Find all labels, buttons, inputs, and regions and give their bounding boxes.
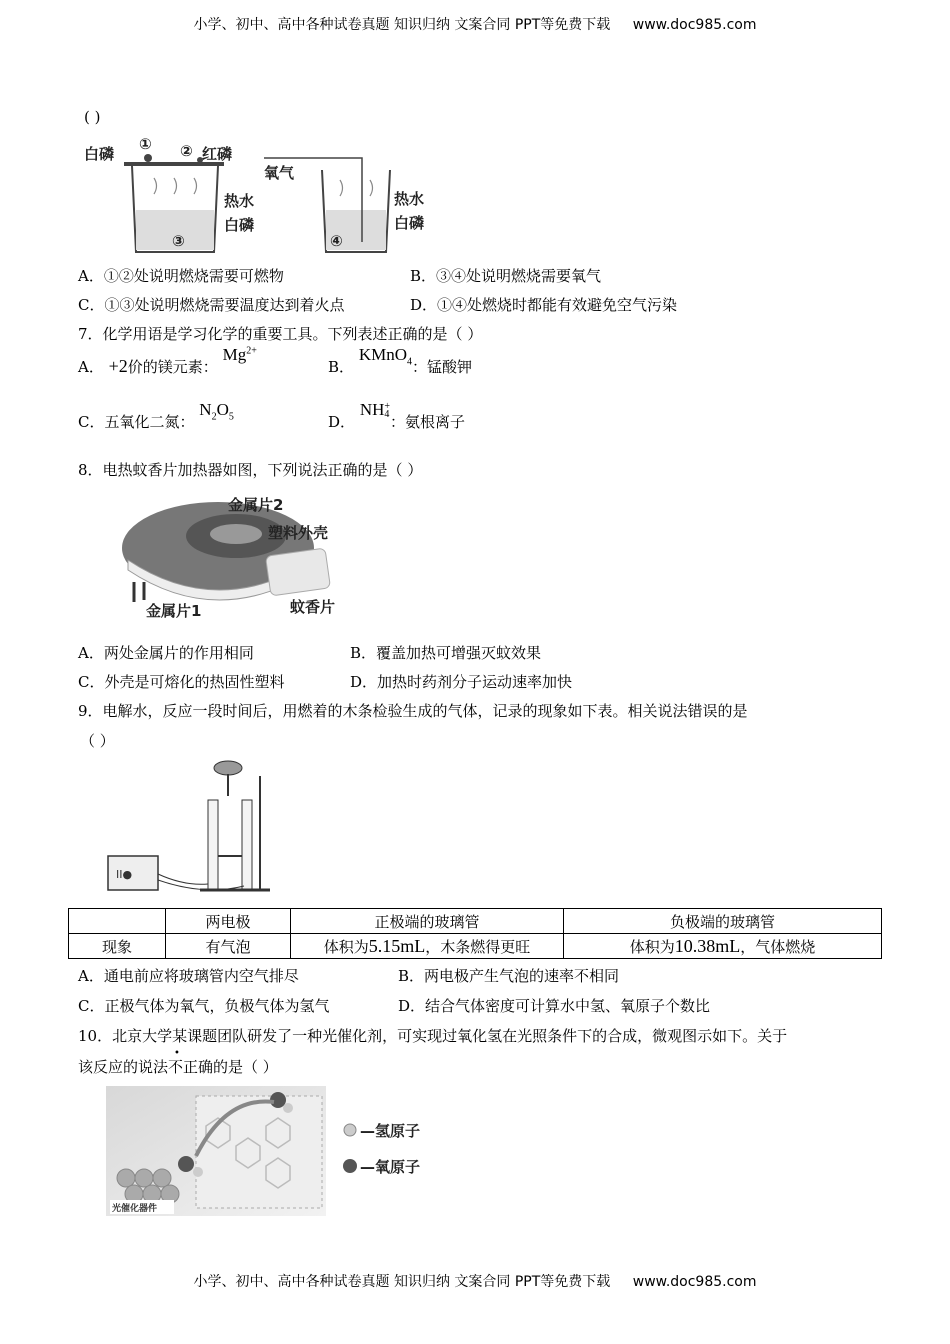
th-empty	[69, 909, 166, 934]
row-label: 现象	[69, 934, 166, 959]
q10-line1: 10．北京大学某课题团队研发了一种光催化剂，可实现过氧化氢在光照条件下的合成，微观图示如下。关于	[78, 1027, 788, 1045]
label-red-p: 红磷	[202, 145, 233, 163]
q6-option-b[interactable]: B．③④处说明燃烧需要氧气	[410, 267, 602, 285]
q7-stem: 7．化学用语是学习化学的重要工具。下列表述正确的是（ ）	[78, 325, 483, 343]
q7-option-a[interactable]: A． +2价的镁元素： $Mg^{2+}$	[78, 345, 257, 376]
label-device: 光催化器件	[112, 1204, 158, 1214]
q7-option-c[interactable]: C．五氧化二氮： $N_2O_5$	[78, 400, 234, 431]
q9-paren: （ ）	[80, 732, 115, 750]
label-white-p2: 白磷	[224, 216, 255, 234]
q8-option-c[interactable]: C．外壳是可熔化的热固性塑料	[78, 673, 285, 691]
q8-option-a[interactable]: A．两处金属片的作用相同	[78, 644, 254, 662]
th-electrodes: 两电极	[166, 909, 291, 934]
q10-figure	[106, 1086, 436, 1216]
th-positive: 正极端的玻璃管	[291, 909, 564, 934]
header-text: 小学、初中、高中各种试卷真题 知识归纳 文案合同 PPT等免费下载	[193, 17, 611, 33]
label-hot-water2: 热水	[394, 190, 425, 208]
label-metal2: 金属片2	[228, 496, 284, 514]
q6-figure	[84, 134, 444, 258]
th-negative: 负极端的玻璃管	[564, 909, 882, 934]
q9-figure	[104, 756, 274, 898]
legend-oxygen: —氧原子	[360, 1158, 421, 1176]
page-header	[0, 14, 950, 34]
label-tablet: 蚊香片	[290, 598, 336, 616]
page-footer	[0, 1271, 950, 1291]
label-mark2: ②	[180, 142, 193, 160]
svg-text:II●: II●	[116, 868, 133, 881]
q7-option-d[interactable]: D． NH + 4 ：氨根离子	[328, 400, 466, 431]
q8-option-b[interactable]: B．覆盖加热可增强灭蚊效果	[350, 644, 542, 662]
q7-option-b[interactable]: B． KMnO$_4$：锰酸钾	[328, 345, 472, 376]
q10-line2: 该反应的说法不 • 正确的是（ ）	[78, 1048, 278, 1076]
label-oxygen: 氧气	[264, 164, 295, 182]
header-url[interactable]: www.doc985.com	[632, 17, 757, 33]
q8-figure	[118, 490, 368, 620]
label-mark1: ①	[139, 135, 152, 153]
emphasis-not: 不 •	[168, 1048, 184, 1076]
q6-option-d[interactable]: D．①④处燃烧时都能有效避免空气污染	[410, 296, 678, 314]
footer-text: 小学、初中、高中各种试卷真题 知识归纳 文案合同 PPT等免费下载	[193, 1274, 611, 1290]
q9-option-b[interactable]: B．两电极产生气泡的速率不相同	[398, 967, 620, 985]
footer-url[interactable]: www.doc985.com	[632, 1274, 757, 1290]
label-mark4: ④	[330, 232, 343, 250]
q9-option-d[interactable]: D．结合气体密度可计算水中氢、氧原子个数比	[398, 997, 711, 1015]
q6-option-c[interactable]: C．①③处说明燃烧需要温度达到着火点	[78, 296, 345, 314]
q6-paren: ( )	[84, 108, 101, 126]
q6-option-a[interactable]: A．①②处说明燃烧需要可燃物	[78, 267, 284, 285]
q8-option-d[interactable]: D．加热时药剂分子运动速率加快	[350, 673, 573, 691]
cell-negative: 体积为10.38mL，气体燃烧	[564, 934, 882, 959]
q9-stem: 9．电解水，反应一段时间后，用燃着的木条检验生成的气体，记录的现象如下表。相关说法错误的是	[78, 702, 748, 720]
label-white-p: 白磷	[84, 145, 115, 163]
label-mark3: ③	[172, 232, 185, 250]
legend-hydrogen: —氢原子	[360, 1122, 421, 1140]
q9-table	[68, 908, 882, 959]
q9-option-c[interactable]: C．正极气体为氧气，负极气体为氢气	[78, 997, 330, 1015]
q8-stem: 8．电热蚊香片加热器如图，下列说法正确的是（ ）	[78, 461, 423, 479]
cell-positive: 体积为5.15mL，木条燃得更旺	[291, 934, 564, 959]
label-shell: 塑料外壳	[268, 524, 329, 542]
label-hot-water: 热水	[224, 192, 255, 210]
q9-option-a[interactable]: A．通电前应将玻璃管内空气排尽	[78, 967, 299, 985]
label-metal1: 金属片1	[146, 602, 202, 620]
label-white-p3: 白磷	[394, 214, 425, 232]
cell-bubbles: 有气泡	[166, 934, 291, 959]
